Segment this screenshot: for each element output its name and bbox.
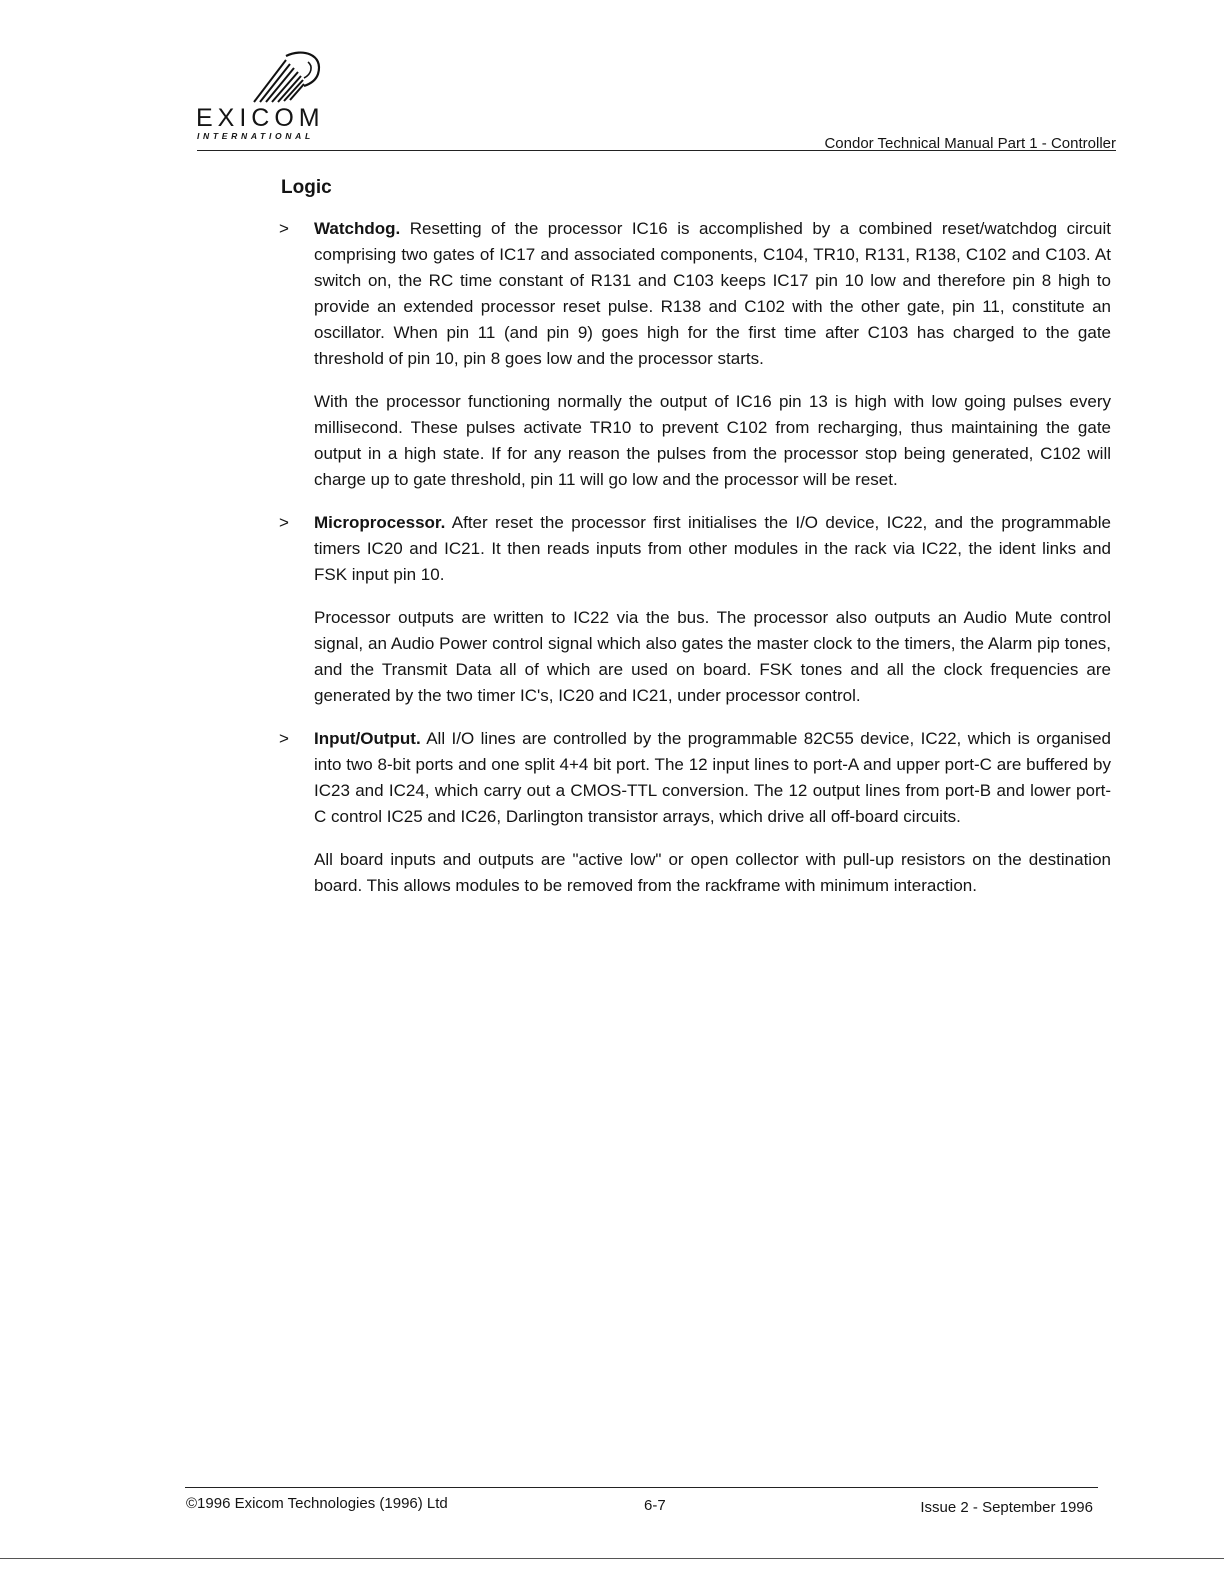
logo-subtitle: INTERNATIONAL bbox=[197, 131, 314, 141]
bullet-lead: Watchdog. bbox=[314, 219, 401, 238]
paragraph-text: After reset the processor first initialises the I/O device, IC22, and the programmable timers IC20 and IC21. It then reads inputs from other modules in the rack via IC22, the ident links and FSK input pin 10. bbox=[314, 513, 1111, 584]
bullet-marker: > bbox=[279, 219, 289, 238]
logo-wordmark: EXICOM bbox=[196, 104, 325, 132]
bullet-lead: Input/Output. bbox=[314, 729, 421, 748]
bullet-marker: > bbox=[279, 513, 289, 532]
bullet-marker: > bbox=[279, 729, 289, 748]
paragraph-text: All I/O lines are controlled by the programmable 82C55 device, IC22, which is organised into two 8-bit ports and one split 4+4 bit port. The 12 input lines to port-A and upper port-C are buffered by IC23 and IC24, which carry out a CMOS-TTL conversion. The 12 output lines from port-B and lower port-C control IC25 and IC26, Darlington transistor arrays, which drive all off-board circuits. bbox=[314, 729, 1111, 826]
scan-edge-line bbox=[0, 1558, 1224, 1559]
bullet-lead: Microprocessor. bbox=[314, 513, 446, 532]
paragraph bbox=[314, 216, 1111, 372]
paragraph bbox=[314, 726, 1111, 830]
bullet-input-output bbox=[279, 726, 1111, 899]
section-heading: Logic bbox=[281, 177, 332, 198]
company-logo bbox=[196, 48, 366, 148]
exicom-swoosh-icon bbox=[246, 48, 326, 104]
footer-issue: Issue 2 - September 1996 bbox=[920, 1499, 1093, 1516]
page-number: 6-7 bbox=[644, 1497, 666, 1514]
bullet-microprocessor bbox=[279, 510, 1111, 709]
paragraph: With the processor functioning normally the output of IC16 pin 13 is high with low going pulses every millisecond. These pulses activate TR10 to prevent C102 from recharging, thus maintaining the gate output in a high state. If for any reason the pulses from the processor stop being generated, C102 will charge up to gate threshold, pin 11 will go low and the processor will be reset. bbox=[314, 392, 1111, 489]
paragraph: Processor outputs are written to IC22 via the bus. The processor also outputs an Audio Mute control signal, an Audio Power control signal which also gates the master clock to the timers, the Alarm pip tones, and the Transmit Data all of which are used on board. FSK tones and all the clock frequencies are generated by the two timer IC's, IC20 and IC21, under processor control. bbox=[314, 608, 1111, 705]
paragraph bbox=[314, 510, 1111, 588]
footer-divider bbox=[185, 1487, 1098, 1488]
bullet-watchdog bbox=[279, 216, 1111, 493]
document-body bbox=[279, 216, 1111, 899]
footer-copyright: ©1996 Exicom Technologies (1996) Ltd bbox=[186, 1495, 448, 1512]
manual-title: Condor Technical Manual Part 1 - Controller bbox=[824, 135, 1116, 152]
header-divider bbox=[197, 150, 1116, 151]
paragraph-text: Resetting of the processor IC16 is accomplished by a combined reset/watchdog circuit comprising two gates of IC17 and associated components, C104, TR10, R131, R138, C102 and C103. At switch on, the RC time constant of R131 and C103 keeps IC17 pin 10 low and therefore pin 8 high to provide an extended processor reset pulse. R138 and C102 with the other gate, pin 11, constitute an oscillator. When pin 11 (and pin 9) goes high for the first time after C103 has charged to the gate threshold of pin 10, pin 8 goes low and the processor starts. bbox=[314, 219, 1111, 368]
paragraph: All board inputs and outputs are "active low" or open collector with pull-up resistors on the destination board. This allows modules to be removed from the rackframe with minimum interaction. bbox=[314, 850, 1111, 895]
